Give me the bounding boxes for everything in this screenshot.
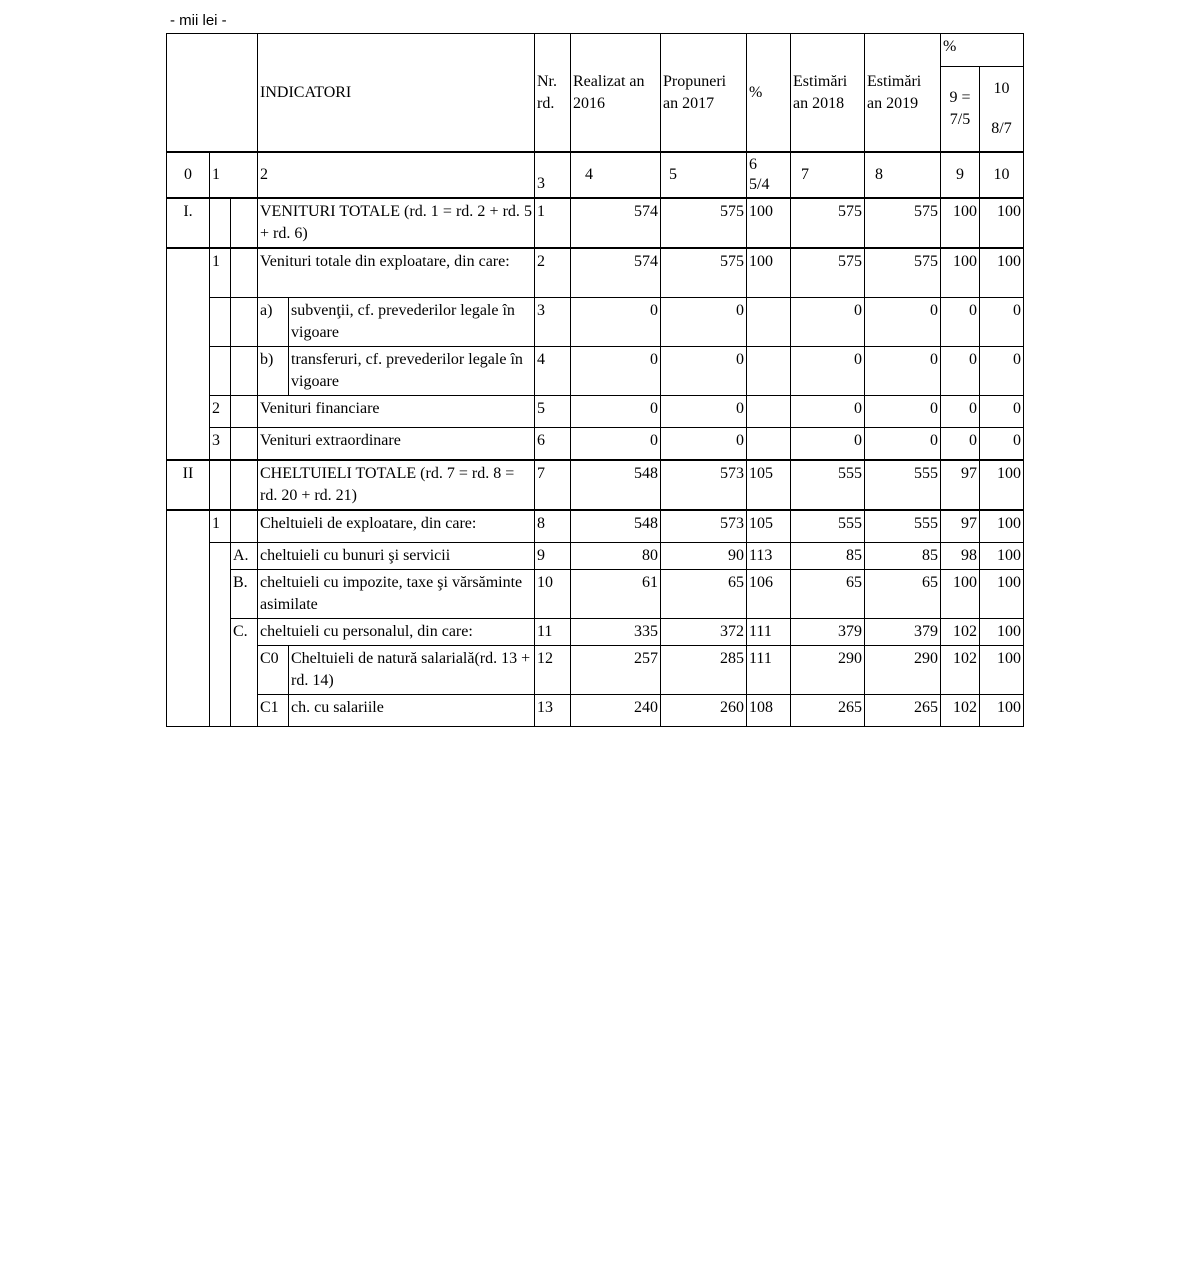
row-value-2016: 0 [571,396,661,428]
num-col7: 7 [791,152,865,198]
row-letter [231,347,258,396]
row-label: Venituri extraordinare [258,428,535,461]
row-estimate-2018: 0 [791,298,865,347]
unit-note: - mii lei - [170,12,227,29]
row-value-2016: 335 [571,619,661,646]
row-letter [231,198,258,248]
row-label: Cheltuieli de natură salarială(rd. 13 + rd. 14) [289,646,535,695]
row-percent [747,298,791,347]
row-estimate-2018: 575 [791,198,865,248]
row-label: Cheltuieli de exploatare, din care: [258,510,535,543]
row-percent [747,396,791,428]
row-percent: 105 [747,510,791,543]
table-row [167,695,1024,727]
row-section: I. [167,198,210,248]
row-nr: 2 [535,248,571,298]
row-estimate-2019: 290 [865,646,941,695]
table-row [167,347,1024,396]
row-value-2017: 573 [661,510,747,543]
header-estimari-2019: Estimări an 2019 [865,34,941,153]
row-percent-10: 100 [980,570,1024,619]
row-percent-10: 100 [980,695,1024,727]
header-indicatori: INDICATORI [258,34,535,153]
row-percent-9: 102 [941,695,980,727]
num-col4: 4 [571,152,661,198]
row-value-2016: 0 [571,298,661,347]
table-row [167,460,1024,510]
num-col6 [747,152,791,198]
row-percent-9: 97 [941,460,980,510]
row-percent-9: 97 [941,510,980,543]
row-percent-9: 0 [941,396,980,428]
row-letter [231,460,258,510]
row-letter [231,298,258,347]
row-nr: 1 [535,198,571,248]
row-sub-index: a) [258,298,289,347]
row-value-2016: 0 [571,428,661,461]
header-propuneri-2017: Propuneri an 2017 [661,34,747,153]
row-value-2016: 61 [571,570,661,619]
row-value-2017: 0 [661,428,747,461]
row-nr: 5 [535,396,571,428]
row-nr: 8 [535,510,571,543]
row-percent-9: 0 [941,298,980,347]
row-estimate-2019: 555 [865,460,941,510]
row-group [210,347,231,396]
row-estimate-2019: 379 [865,619,941,646]
row-estimate-2018: 0 [791,396,865,428]
header-realizat-2016: Realizat an 2016 [571,34,661,153]
row-estimate-2018: 265 [791,695,865,727]
row-value-2017: 575 [661,198,747,248]
row-percent: 105 [747,460,791,510]
row-estimate-2018: 0 [791,347,865,396]
row-percent-10: 100 [980,510,1024,543]
row-estimate-2019: 0 [865,347,941,396]
row-nr: 12 [535,646,571,695]
row-percent-10: 100 [980,460,1024,510]
row-percent-10: 0 [980,396,1024,428]
header-percent-group: % [941,34,1024,67]
row-nr: 9 [535,543,571,570]
row-section [167,510,210,727]
row-percent-10: 0 [980,298,1024,347]
row-sub-index: b) [258,347,289,396]
row-estimate-2018: 555 [791,510,865,543]
row-percent: 113 [747,543,791,570]
num-col2: 2 [258,152,535,198]
row-percent-10: 100 [980,198,1024,248]
row-label: cheltuieli cu impozite, taxe şi vărsăminte asimilate [258,570,535,619]
num-col5: 5 [661,152,747,198]
row-label: transferuri, cf. prevederilor legale în vigoare [289,347,535,396]
row-estimate-2018: 0 [791,428,865,461]
row-group [210,198,231,248]
row-percent-10: 100 [980,543,1024,570]
row-percent-10: 100 [980,646,1024,695]
row-letter [231,428,258,461]
row-letter: A. [231,543,258,570]
row-label: Venituri totale din exploatare, din care: [258,248,535,298]
header-col10-number: 10 [993,80,1010,97]
header-blank [167,34,258,153]
row-value-2017: 575 [661,248,747,298]
header-estimari-2018: Estimări an 2018 [791,34,865,153]
row-value-2017: 573 [661,460,747,510]
row-estimate-2018: 575 [791,248,865,298]
row-estimate-2018: 65 [791,570,865,619]
row-estimate-2019: 555 [865,510,941,543]
num-col6-number: 6 [749,156,757,173]
row-value-2017: 0 [661,347,747,396]
header-col10-formula: 8/7 [991,120,1012,137]
num-col8: 8 [865,152,941,198]
row-value-2017: 285 [661,646,747,695]
row-value-2016: 574 [571,198,661,248]
num-col6-formula: 5/4 [749,176,770,193]
row-percent-9: 100 [941,198,980,248]
row-sub-index: C0 [258,646,289,695]
row-group: 1 [210,248,231,298]
row-percent-10: 100 [980,619,1024,646]
row-group: 2 [210,396,231,428]
row-percent-10: 0 [980,347,1024,396]
row-label: CHELTUIELI TOTALE (rd. 7 = rd. 8 = rd. 20 + rd. 21) [258,460,535,510]
row-letter: C. [231,619,258,727]
row-nr: 3 [535,298,571,347]
table-row [167,646,1024,695]
row-estimate-2018: 555 [791,460,865,510]
row-percent [747,428,791,461]
row-value-2016: 0 [571,347,661,396]
row-nr: 11 [535,619,571,646]
row-percent: 108 [747,695,791,727]
row-estimate-2019: 575 [865,248,941,298]
table-row [167,428,1024,461]
num-col3: 3 [535,152,571,198]
header-row-top [167,34,1024,67]
row-percent-9: 102 [941,619,980,646]
header-col9-formula: 9 = 7/5 [941,67,980,153]
row-value-2016: 548 [571,510,661,543]
row-percent: 111 [747,646,791,695]
row-value-2017: 0 [661,298,747,347]
row-letter [231,510,258,543]
row-percent-9: 100 [941,570,980,619]
row-estimate-2019: 85 [865,543,941,570]
row-percent-9: 0 [941,428,980,461]
row-value-2016: 548 [571,460,661,510]
row-letter: B. [231,570,258,619]
row-estimate-2019: 575 [865,198,941,248]
row-nr: 7 [535,460,571,510]
row-value-2016: 574 [571,248,661,298]
row-percent-10: 0 [980,428,1024,461]
row-estimate-2019: 0 [865,428,941,461]
table-row [167,619,1024,646]
row-section: II [167,460,210,510]
row-estimate-2018: 290 [791,646,865,695]
row-value-2017: 372 [661,619,747,646]
row-value-2017: 260 [661,695,747,727]
header-percent: % [747,34,791,153]
header-nr-rd: Nr. rd. [535,34,571,153]
row-estimate-2019: 65 [865,570,941,619]
row-section [167,248,210,460]
row-group [210,460,231,510]
row-group: 3 [210,428,231,461]
row-percent-9: 0 [941,347,980,396]
numbering-row [167,152,1024,198]
row-nr: 10 [535,570,571,619]
row-percent-9: 100 [941,248,980,298]
row-letter [231,396,258,428]
budget-table [166,33,1024,727]
table-row [167,543,1024,570]
row-estimate-2018: 85 [791,543,865,570]
row-group [210,298,231,347]
num-col0: 0 [167,152,210,198]
row-estimate-2019: 0 [865,396,941,428]
table-row [167,248,1024,298]
row-percent-9: 102 [941,646,980,695]
row-estimate-2019: 0 [865,298,941,347]
row-value-2016: 257 [571,646,661,695]
row-estimate-2018: 379 [791,619,865,646]
row-percent: 106 [747,570,791,619]
row-label: cheltuieli cu bunuri şi servicii [258,543,535,570]
row-percent: 100 [747,198,791,248]
num-col9: 9 [941,152,980,198]
row-percent: 100 [747,248,791,298]
row-value-2017: 0 [661,396,747,428]
row-label: ch. cu salariile [289,695,535,727]
row-label: VENITURI TOTALE (rd. 1 = rd. 2 + rd. 5 + rd. 6) [258,198,535,248]
row-estimate-2019: 265 [865,695,941,727]
row-label: Venituri financiare [258,396,535,428]
row-nr: 6 [535,428,571,461]
table-row [167,510,1024,543]
row-label: subvenţii, cf. prevederilor legale în vigoare [289,298,535,347]
row-percent-9: 98 [941,543,980,570]
table-row [167,198,1024,248]
table-row [167,570,1024,619]
row-percent [747,347,791,396]
table-row [167,396,1024,428]
row-value-2016: 80 [571,543,661,570]
row-value-2017: 65 [661,570,747,619]
header-col10 [980,67,1024,153]
row-value-2017: 90 [661,543,747,570]
row-letter [231,248,258,298]
num-col1: 1 [210,152,258,198]
row-group: 1 [210,510,231,543]
row-nr: 13 [535,695,571,727]
row-nr: 4 [535,347,571,396]
row-label: cheltuieli cu personalul, din care: [258,619,535,646]
num-col10: 10 [980,152,1024,198]
row-percent-10: 100 [980,248,1024,298]
table-row [167,298,1024,347]
row-sub-index: C1 [258,695,289,727]
row-value-2016: 240 [571,695,661,727]
row-percent: 111 [747,619,791,646]
row-group [210,543,231,727]
